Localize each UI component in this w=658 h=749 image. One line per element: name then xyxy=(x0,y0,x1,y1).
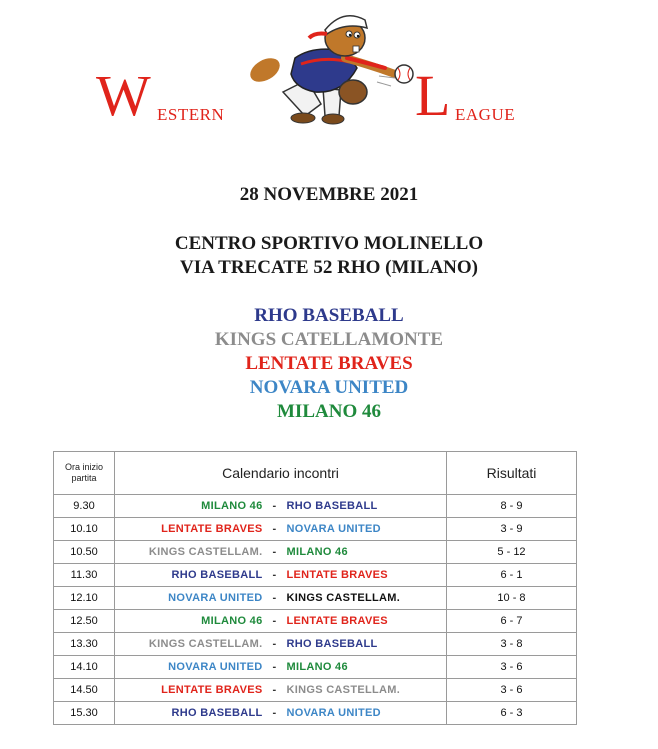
row-result: 6 - 7 xyxy=(447,610,577,633)
row-match xyxy=(115,610,447,633)
row-time: 10.10 xyxy=(54,518,115,541)
venue-name: CENTRO SPORTIVO MOLINELLO xyxy=(174,233,484,254)
table-row xyxy=(54,587,577,610)
row-match xyxy=(115,633,447,656)
table-row xyxy=(54,495,577,518)
home-team: NOVARA UNITED xyxy=(168,661,263,673)
home-team: NOVARA UNITED xyxy=(168,592,263,604)
home-team: LENTATE BRAVES xyxy=(161,684,263,696)
away-team: RHO BASEBALL xyxy=(286,500,378,512)
home-team: MILANO 46 xyxy=(201,615,263,627)
table-row xyxy=(54,518,577,541)
team-kings-catellamonte: KINGS CATELLAMONTE xyxy=(214,329,444,350)
event-date: 28 NOVEMBRE 2021 xyxy=(239,184,419,205)
home-team: KINGS CASTELLAM. xyxy=(148,638,263,650)
match-separator: - xyxy=(272,638,277,650)
logo-letter-l: L xyxy=(415,63,451,128)
row-match xyxy=(115,587,447,610)
match-separator: - xyxy=(272,569,277,581)
schedule-table xyxy=(53,451,577,725)
match-separator: - xyxy=(272,546,277,558)
row-match xyxy=(115,541,447,564)
row-time: 13.30 xyxy=(54,633,115,656)
logo-word-estern: ESTERN xyxy=(157,105,225,124)
row-result: 6 - 1 xyxy=(447,564,577,587)
row-result: 3 - 9 xyxy=(447,518,577,541)
table-row xyxy=(54,541,577,564)
away-team: LENTATE BRAVES xyxy=(286,615,388,627)
home-team: RHO BASEBALL xyxy=(171,569,263,581)
logo-word-eague: EAGUE xyxy=(455,105,516,124)
row-time: 12.50 xyxy=(54,610,115,633)
team-novara-united: NOVARA UNITED xyxy=(249,377,409,398)
logo-letter-w: W xyxy=(96,63,151,128)
row-result: 5 - 12 xyxy=(447,541,577,564)
row-match xyxy=(115,518,447,541)
beaver-pitcher-mascot-icon xyxy=(245,8,420,126)
row-time: 10.50 xyxy=(54,541,115,564)
table-row xyxy=(54,679,577,702)
match-separator: - xyxy=(272,500,277,512)
row-match xyxy=(115,495,447,518)
row-result: 8 - 9 xyxy=(447,495,577,518)
row-time: 12.10 xyxy=(54,587,115,610)
row-time: 14.50 xyxy=(54,679,115,702)
away-team: NOVARA UNITED xyxy=(286,523,381,535)
row-time: 9.30 xyxy=(54,495,115,518)
row-result: 3 - 6 xyxy=(447,656,577,679)
row-match xyxy=(115,656,447,679)
table-row xyxy=(54,702,577,725)
away-team: MILANO 46 xyxy=(286,546,348,558)
home-team: RHO BASEBALL xyxy=(171,707,263,719)
home-team: MILANO 46 xyxy=(201,500,263,512)
row-time: 15.30 xyxy=(54,702,115,725)
home-team: KINGS CASTELLAM. xyxy=(148,546,263,558)
away-team: LENTATE BRAVES xyxy=(286,569,388,581)
western-league-logo xyxy=(0,0,658,140)
match-separator: - xyxy=(272,592,277,604)
match-separator: - xyxy=(272,684,277,696)
table-row xyxy=(54,564,577,587)
table-row xyxy=(54,656,577,679)
row-match xyxy=(115,702,447,725)
away-team: NOVARA UNITED xyxy=(286,707,381,719)
header-matches: Calendario incontri xyxy=(115,452,447,495)
row-result: 3 - 6 xyxy=(447,679,577,702)
match-separator: - xyxy=(272,661,277,673)
row-result: 3 - 8 xyxy=(447,633,577,656)
row-time: 14.10 xyxy=(54,656,115,679)
home-team: LENTATE BRAVES xyxy=(161,523,263,535)
away-team: KINGS CASTELLAM. xyxy=(286,684,401,696)
header-start-time: Ora inizio partita xyxy=(54,452,115,495)
team-rho-baseball: RHO BASEBALL xyxy=(254,305,404,326)
team-milano-46: MILANO 46 xyxy=(277,401,381,422)
venue-address: VIA TRECATE 52 RHO (MILANO) xyxy=(179,257,479,278)
table-row xyxy=(54,610,577,633)
row-result: 6 - 3 xyxy=(447,702,577,725)
table-row xyxy=(54,633,577,656)
match-separator: - xyxy=(272,523,277,535)
away-team: RHO BASEBALL xyxy=(286,638,378,650)
row-time: 11.30 xyxy=(54,564,115,587)
match-separator: - xyxy=(272,615,277,627)
row-match xyxy=(115,564,447,587)
table-header-row xyxy=(54,452,577,495)
away-team: KINGS CASTELLAM. xyxy=(286,592,401,604)
row-match xyxy=(115,679,447,702)
match-separator: - xyxy=(272,707,277,719)
away-team: MILANO 46 xyxy=(286,661,348,673)
row-result: 10 - 8 xyxy=(447,587,577,610)
team-lentate-braves: LENTATE BRAVES xyxy=(245,353,413,374)
header-results: Risultati xyxy=(447,452,577,495)
